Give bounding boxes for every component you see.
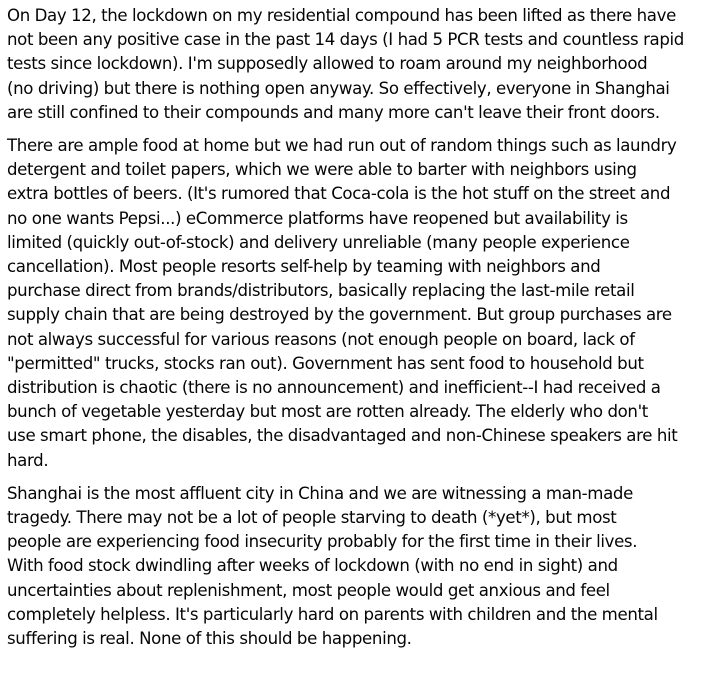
post-paragraph-1: On Day 12, the lockdown on my residential compound has been lifted as there have not been any positive case in the past 14 days (I had 5 PCR tests and countless rapid tests since lockdown). I'm supposedly allowed to roam around my neighborhood (no driving) but there is nothing open anyway. So effectively, everyone in Shanghai are still confined to their compounds and many more can't leave their front doors. xyxy=(7,6,684,122)
post-paragraph-2: There are ample food at home but we had run out of random things such as laundry detergent and toilet papers, which we were able to barter with neighbors using extra bottles of beers. (It's rumored that Coca-cola is the hot stuff on the street and no one wants Pepsi...) eCommerce platforms have reopened but availability is limited (quickly out-of-stock) and delivery unreliable (many people experience cancellation). Most people resorts self-help by teaming with neighbors and purchase direct from brands/distributors, basically replacing the last-mile retail supply chain that are being destroyed by the government. But group purchases are not always successful for various reasons (not enough people on board, lack of "permitted" trucks, stocks ran out). Government has sent food to household but distribution is chaotic (there is no announcement) and inefficient--I had received a bunch of vegetable yesterday but most are rotten already. The elderly who don't use smart phone, the disables, the disadvantaged and non-Chinese speakers are hit hard. xyxy=(7,136,678,470)
post-paragraph-3: Shanghai is the most affluent city in China and we are witnessing a man-made tragedy. There may not be a lot of people starving to death (*yet*), but most people are experiencing food insecurity probably for the first time in their lives. With food stock dwindling after weeks of lockdown (with no end in sight) and uncertainties about replenishment, most people would get anxious and feel completely helpless. It's particularly hard on parents with children and the mental suffering is real. None of this should be happening. xyxy=(7,483,658,649)
